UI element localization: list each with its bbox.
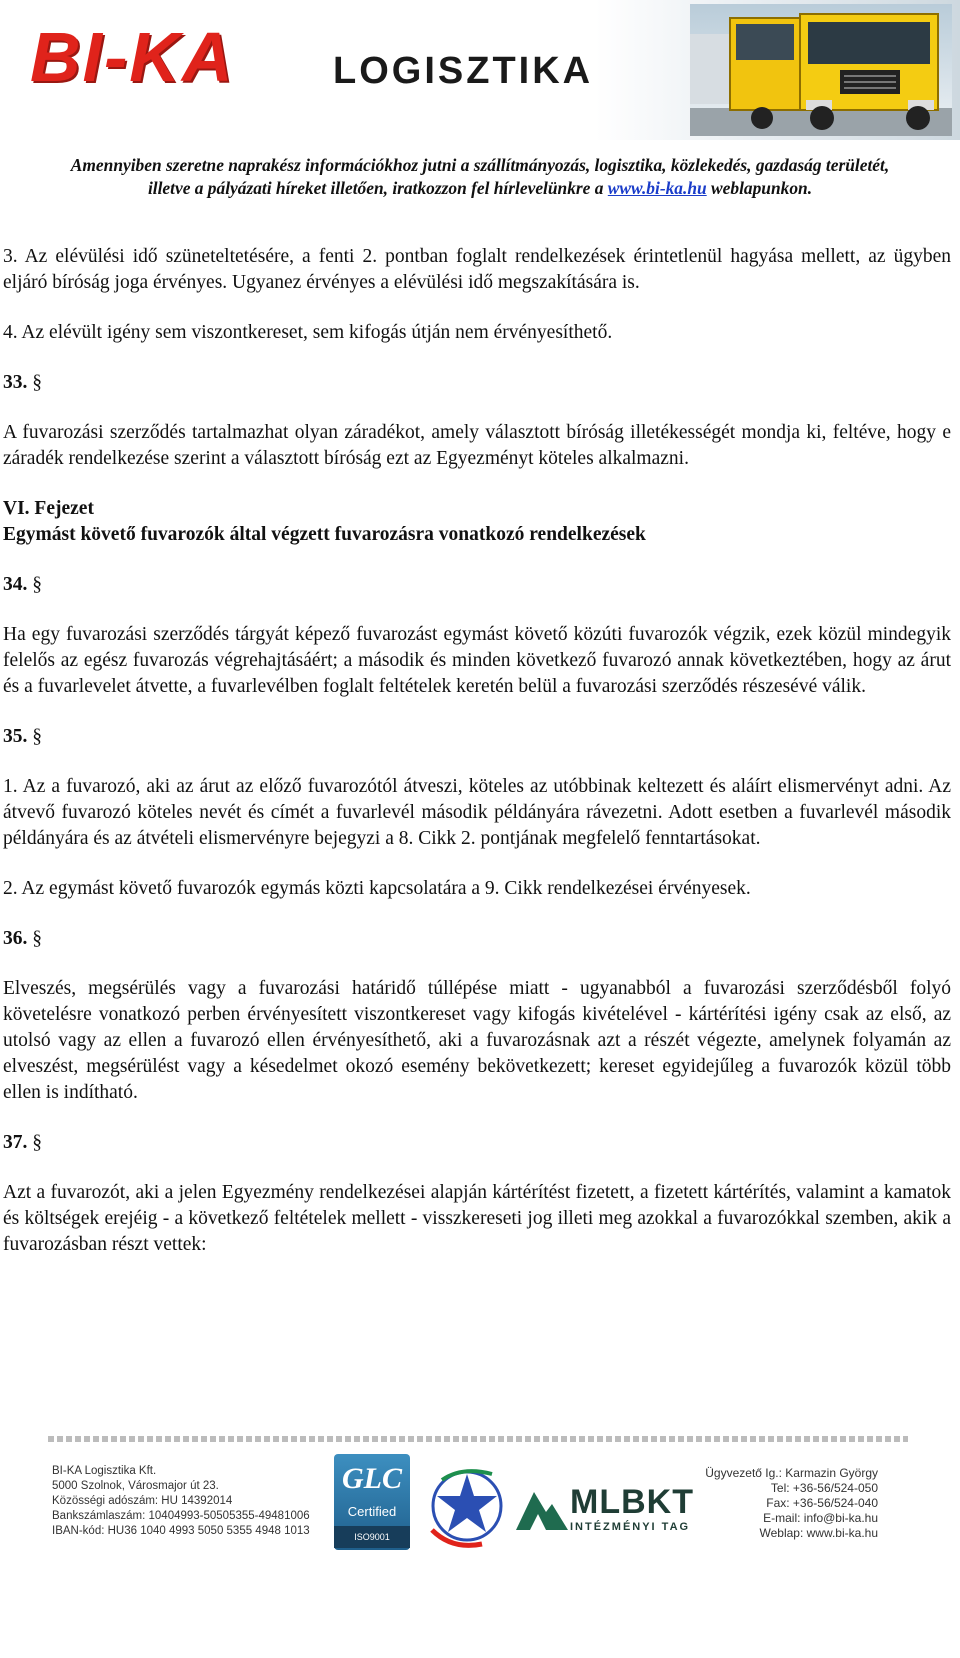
- mlbkt-logo-icon: [512, 1482, 572, 1534]
- company-line: IBAN-kód: HU36 1040 4993 5050 5355 4948 1013: [52, 1525, 310, 1537]
- company-line: Közösségi adószám: HU 14392014: [52, 1495, 233, 1507]
- contact-line: E-mail: info@bi-ka.hu: [763, 1511, 878, 1525]
- section-heading-37: 37. §: [3, 1132, 42, 1153]
- contact-line: Ügyvezető Ig.: Karmazin György: [705, 1466, 878, 1480]
- footer-divider: [48, 1436, 908, 1442]
- contact-line: Tel: +36-56/524-050: [770, 1481, 878, 1495]
- glc-badge-iso: ISO9001: [334, 1526, 410, 1548]
- section-heading-34: 34. §: [3, 574, 42, 595]
- section-heading-35: 35. §: [3, 726, 42, 747]
- paragraph-32-3: 3. Az elévülési idő szüneteltetésére, a fenti 2. pontban foglalt rendelkezések érintetlenül hagyása mellett, az ügyben eljáró bíróság joga érvényes. Ugyanez érvényes a elévülési idő megszakítására is.: [3, 246, 951, 293]
- paragraph-35-2: 2. Az egymást követő fuvarozók egymás közti kapcsolatára a 9. Cikk rendelkezései érvényesek.: [3, 878, 751, 899]
- company-line: BI-KA Logisztika Kft.: [52, 1465, 157, 1477]
- company-line: 5000 Szolnok, Városmajor út 23.: [52, 1480, 219, 1492]
- chapter-number: VI. Fejezet: [3, 498, 94, 519]
- notice-line-2-pre: illetve a pályázati híreket illetően, iratkozzon fel hírlevelünkre a: [147, 178, 608, 198]
- mlbkt-subtitle: INTÉZMÉNYI TAG: [570, 1521, 691, 1533]
- paragraph-34: Ha egy fuvarozási szerződés tárgyát képező fuvarozást egymást követő közúti fuvarozók végzik, ezek közül mindegyik felelős az egész fuvarozás végrehajtásáért; a második és minden következő fuvarozó annak következtében, hogy az árut és a fuvarlevelet átvette, a fuvarlevélben foglalt feltételek keretén belül a fuvarozási szerződés részesévé válik.: [3, 624, 951, 697]
- mlbkt-membership: [570, 1484, 694, 1534]
- section-symbol: §: [32, 726, 42, 747]
- section-symbol: §: [32, 372, 42, 393]
- paragraph-33: A fuvarozási szerződés tartalmazhat olyan záradékot, amely választott bíróság illetékességét mondja ki, feltéve, hogy e záradék rendelkezése szerint a választott bíróság ezt az Egyezményt köteles alkalmazni.: [3, 422, 951, 469]
- paragraph-35-1: 1. Az a fuvarozó, aki az árut az előző fuvarozótól átveszi, köteles az utóbbinak keltezett és aláírt elismervényt adni. Az átvevő fuvarozó köteles nevét és címét a fuvarlevél második példányára rávezetni. Adott esetben a fuvarlevél második példányára és az átvételi elismervényre bejegyzi a 8. Cikk 2. pontjának megfelelő fenntartásokat.: [3, 776, 951, 849]
- quality-star-logo-icon: [422, 1460, 512, 1552]
- chapter-title: Egymást követő fuvarozók által végzett fuvarozásra vonatkozó rendelkezések: [3, 524, 646, 545]
- glc-certified-badge: [334, 1454, 410, 1550]
- notice-line-2-post: weblapunkon.: [706, 178, 813, 198]
- mlbkt-name: MLBKT: [570, 1483, 694, 1521]
- section-symbol: §: [32, 1132, 42, 1153]
- newsletter-notice: [0, 154, 960, 200]
- brand-logo-subtitle: LOGISZTIKA: [333, 50, 594, 92]
- section-heading-33: 33. §: [3, 372, 42, 393]
- truck-icon: [690, 4, 952, 136]
- contact-line: Weblap: www.bi-ka.hu: [759, 1526, 878, 1540]
- section-heading-36: 36. §: [3, 928, 42, 949]
- company-line: Bankszámlaszám: 10404993-50505355-49481006: [52, 1510, 310, 1522]
- glc-badge-subtitle: Certified: [347, 1504, 397, 1519]
- contact-info: [700, 1466, 878, 1541]
- notice-line-2: [0, 177, 960, 200]
- contact-line: Fax: +36-56/524-040: [766, 1496, 878, 1510]
- brand-logo-text: BI-KA: [30, 18, 235, 96]
- paragraph-36: Elveszés, megsérülés vagy a fuvarozási határidő túllépése miatt - ugyanabból a fuvarozási szerződésből folyó követelésre vonatkozó perben érvényesített viszontkereset vagy kifogás kivételével - kártérítési igény csak az első, az utolsó vagy az ellen a fuvarozó ellen érvényesíthető, aki a fuvarozásnak azt a részét végezte, amelynek folyamán az elveszést, megsérülést vagy a késedelmet okozó esemény bekövetkezett; kereset egyidejűleg a fuvarozók közül több ellen is indítható.: [3, 978, 951, 1103]
- paragraph-32-4: 4. Az elévült igény sem viszontkereset, sem kifogás útján nem érvényesíthető.: [3, 322, 613, 343]
- header-banner: [0, 0, 960, 140]
- notice-line-1: Amennyiben szeretne naprakész információkhoz jutni a szállítmányozás, logisztika, közlekedés, gazdaság területét,: [70, 155, 890, 175]
- company-info: [52, 1464, 332, 1539]
- paragraph-37: Azt a fuvarozót, aki a jelen Egyezmény rendelkezései alapján kártérítést fizetett, a fizetett kártérítés, valamint a kamatok és költségek erejéig - a következő feltételek mellett - visszkereseti jog illeti meg azokkal a fuvarozókkal szemben, akik a fuvarozásban részt vettek:: [3, 1182, 951, 1255]
- document-body: [3, 244, 951, 1258]
- website-link[interactable]: www.bi-ka.hu: [607, 178, 707, 198]
- section-symbol: §: [32, 928, 42, 949]
- footer: [0, 1430, 960, 1658]
- section-symbol: §: [32, 574, 42, 595]
- glc-badge-title: GLC: [342, 1462, 402, 1495]
